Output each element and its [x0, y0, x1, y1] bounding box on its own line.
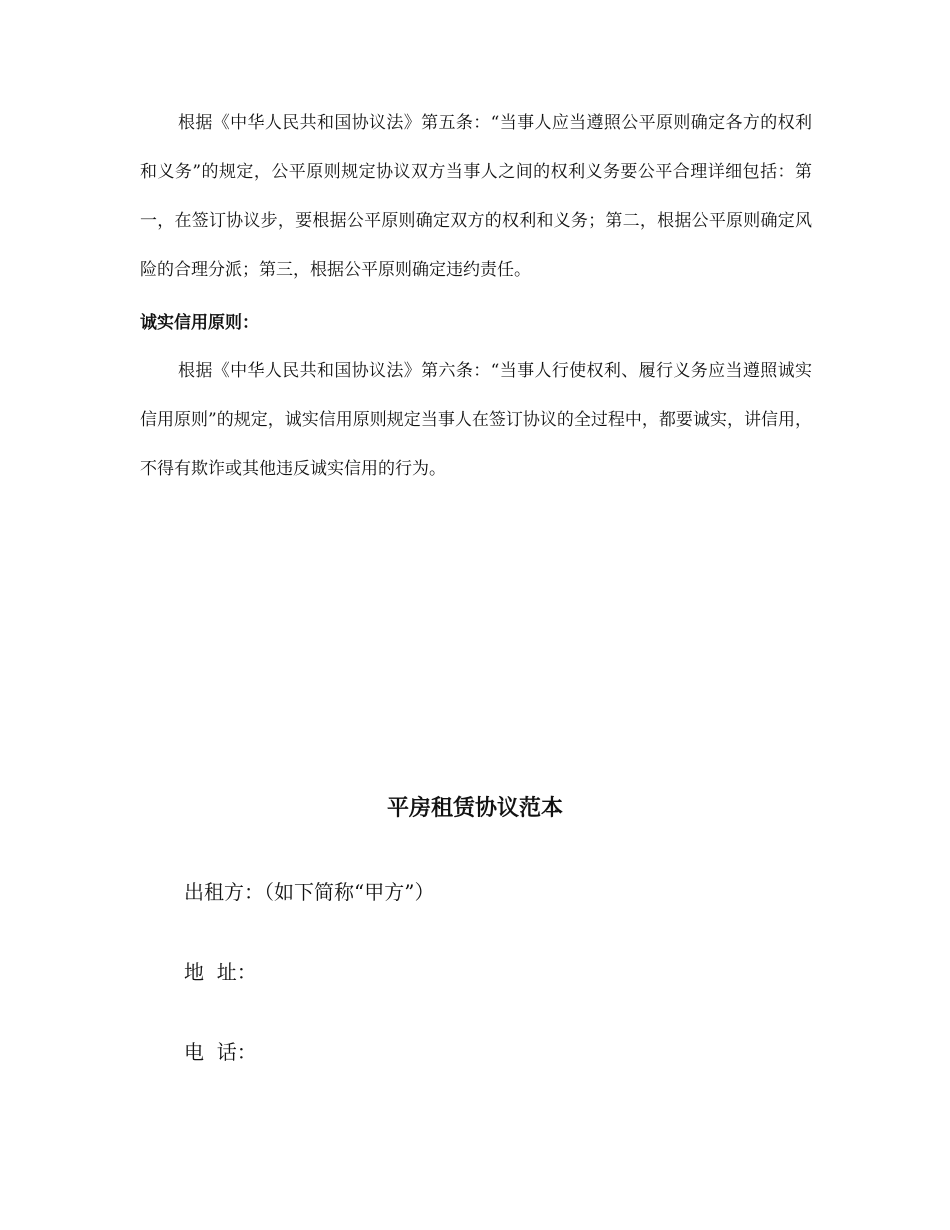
good-faith-principle-paragraph: 根据《中华人民共和国协议法》第六条：“当事人行使权利、履行义务应当遵照诚实信用原则”的规定，诚实信用原则规定当事人在签订协议的全过程中，都要诚实，讲信用，不得有欺诈或其他违反诚实信用的行为。 [140, 361, 812, 479]
lessor-field: 出租方：（如下简称“甲方”） [184, 880, 435, 904]
phone-field: 电 话： [184, 1040, 257, 1064]
good-faith-principle-heading: 诚实信用原则： [140, 313, 259, 333]
fairness-principle-paragraph: 根据《中华人民共和国协议法》第五条：“当事人应当遵照公平原则确定各方的权利和义务”的规定，公平原则规定协议双方当事人之间的权利义务要公平合理详细包括：第一，在签订协议步，要根据公平原则确定双方的权利和义务；第二，根据公平原则确定风险的合理分派；第三，根据公平原则确定违约责任。 [140, 113, 812, 280]
address-field: 地 址： [184, 960, 257, 984]
contract-title: 平房租赁协议范本 [386, 795, 563, 821]
